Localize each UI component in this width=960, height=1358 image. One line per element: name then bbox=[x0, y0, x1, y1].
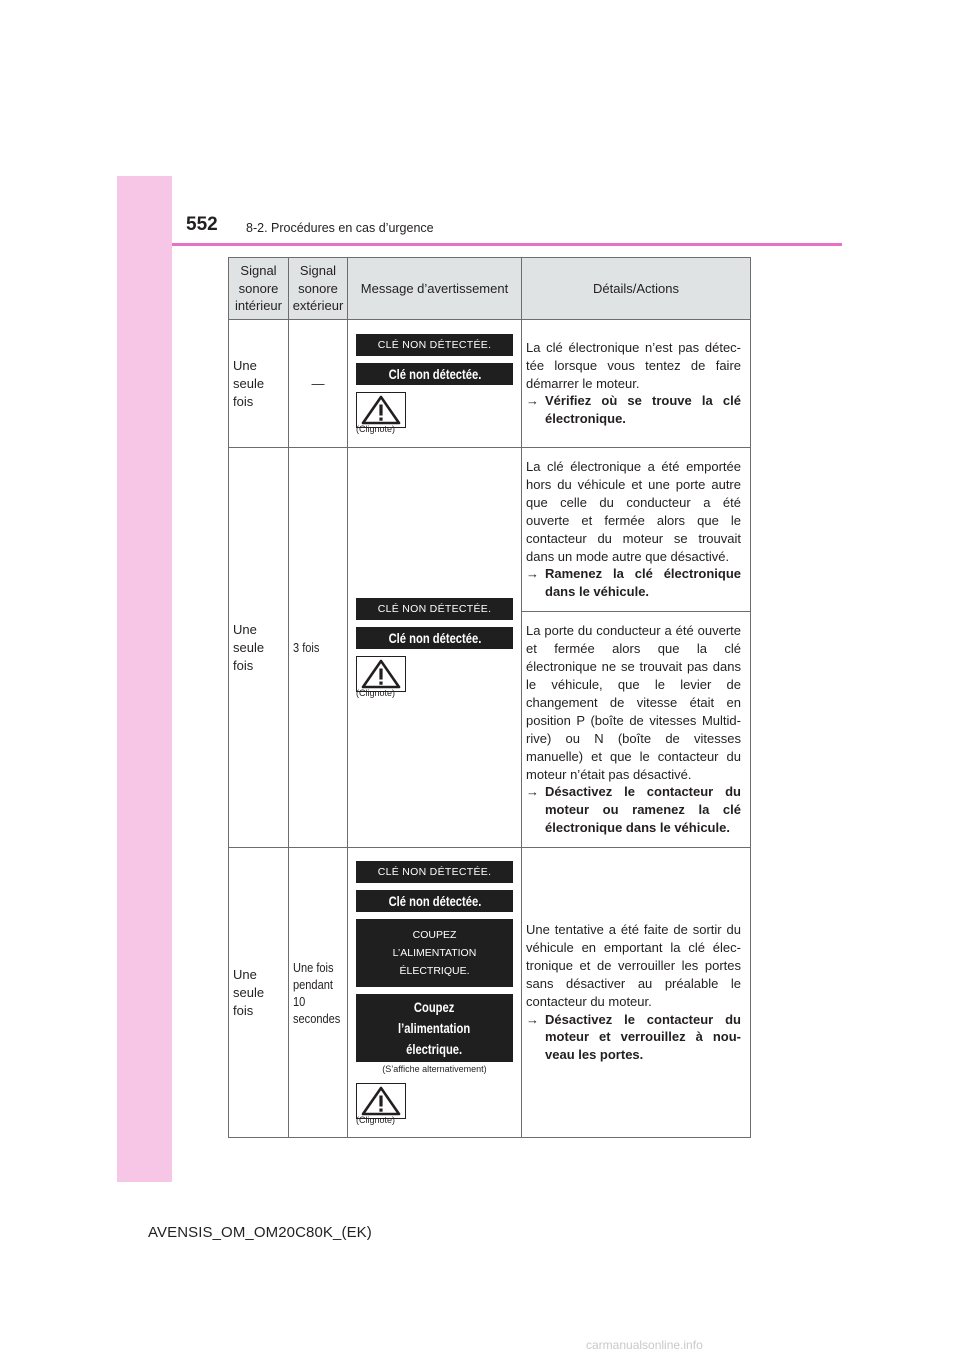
header-rule bbox=[172, 243, 842, 246]
action-text: Désactivez le contacteur du moteur ou ramenez la clé électronique dans le véhicule. bbox=[545, 784, 741, 836]
arrow-icon: → bbox=[526, 1011, 539, 1027]
interior-signal-cell: Une seule fois bbox=[229, 320, 289, 448]
details-cell bbox=[522, 612, 751, 848]
table-row bbox=[229, 448, 751, 612]
page-number: 552 bbox=[186, 214, 218, 235]
action-item bbox=[526, 392, 741, 428]
warning-message-cell bbox=[348, 848, 522, 1138]
action-item bbox=[526, 783, 741, 837]
header-details-actions: Détails/Actions bbox=[522, 258, 751, 320]
display-message-narrow-power-off: Coupez l’alimentation électrique. bbox=[356, 994, 513, 1062]
action-text: Ramenez la clé électronique dans le véhicule. bbox=[545, 566, 741, 600]
alternate-display-note: (S’affiche alternativement) bbox=[382, 1064, 487, 1075]
detail-text: La clé électronique n’est pas détec-tée lorsque vous tentez de faire démarrer le moteur. bbox=[526, 339, 741, 391]
side-color-band bbox=[117, 176, 172, 1182]
detail-text: Une tentative a été faite de sortir du véhicule en emportant la clé élec-tronique et de verrouiller les portes sans désactiver au préalable le contacteur du moteur. bbox=[526, 922, 741, 1009]
warning-message-cell bbox=[348, 448, 522, 848]
table-header-row bbox=[229, 258, 751, 320]
warning-triangle-icon bbox=[361, 659, 401, 689]
table-row bbox=[229, 848, 751, 1138]
display-message-uppercase: CLÉ NON DÉTECTÉE. bbox=[356, 334, 513, 356]
master-warning-indicator bbox=[356, 656, 406, 692]
watermark: carmanualsonline.info bbox=[586, 1338, 703, 1352]
header-warning-message: Message d’avertissement bbox=[348, 258, 522, 320]
details-cell bbox=[522, 320, 751, 448]
flash-note: (Clignote) bbox=[356, 1115, 396, 1126]
details-cell bbox=[522, 848, 751, 1138]
warning-triangle-icon bbox=[361, 1086, 401, 1116]
details-cell bbox=[522, 448, 751, 612]
display-message-narrow: Clé non détectée. bbox=[356, 627, 513, 649]
master-warning-indicator bbox=[356, 392, 406, 428]
header-exterior-signal: Signal sonore extérieur bbox=[289, 258, 348, 320]
section-title: 8-2. Procédures en cas d’urgence bbox=[246, 221, 434, 235]
arrow-icon: → bbox=[526, 566, 539, 582]
table-row bbox=[229, 320, 751, 448]
flash-note: (Clignote) bbox=[356, 688, 396, 699]
warning-message-cell bbox=[348, 320, 522, 448]
flash-note: (Clignote) bbox=[356, 424, 396, 434]
interior-signal-cell: Une seule fois bbox=[229, 848, 289, 1138]
detail-text: La clé électronique a été emportée hors du véhicule et une porte autre que celle du conducteur a été ouverte et fermée alors que le contacteur du moteur se trouvait dans un mode autre que désactivé. bbox=[526, 459, 741, 564]
exterior-signal-cell: 3 fois bbox=[289, 448, 348, 848]
display-message-narrow: Clé non détectée. bbox=[356, 890, 513, 912]
display-message-narrow: Clé non détectée. bbox=[356, 363, 513, 385]
display-message-uppercase-power-off: COUPEZ L’ALIMENTATION ÉLECTRIQUE. bbox=[356, 919, 513, 987]
detail-text: La porte du conducteur a été ouverte et fermée alors que la clé électronique ne se trouvait pas dans le véhicule, que le levier de changement de vitesse était en position P (boîte de vitesses Multid-rive) ou N (boîte de vitesses manuelle) et que le contacteur du moteur n’était pas désactivé. bbox=[526, 623, 741, 782]
warning-table bbox=[228, 257, 751, 1138]
exterior-signal-cell bbox=[289, 320, 348, 448]
header-interior-signal: Signal sonore intérieur bbox=[229, 258, 289, 320]
interior-signal-cell: Une seule fois bbox=[229, 448, 289, 848]
arrow-icon: → bbox=[526, 784, 539, 800]
action-item bbox=[526, 1011, 741, 1065]
warning-triangle-icon bbox=[361, 395, 401, 425]
dash-mark: — bbox=[311, 376, 325, 391]
arrow-icon: → bbox=[526, 393, 539, 409]
master-warning-indicator bbox=[356, 1083, 406, 1119]
exterior-signal-cell: Une fois pendant 10 secondes bbox=[289, 848, 348, 1138]
display-message-uppercase: CLÉ NON DÉTECTÉE. bbox=[356, 861, 513, 883]
display-message-uppercase: CLÉ NON DÉTECTÉE. bbox=[356, 598, 513, 620]
action-text: Désactivez le contacteur du moteur et verrouillez à nou-veau les portes. bbox=[545, 1011, 741, 1063]
action-item bbox=[526, 565, 741, 601]
document-code: AVENSIS_OM_OM20C80K_(EK) bbox=[148, 1224, 372, 1241]
action-text: Vérifiez où se trouve la clé électronique. bbox=[545, 393, 741, 427]
